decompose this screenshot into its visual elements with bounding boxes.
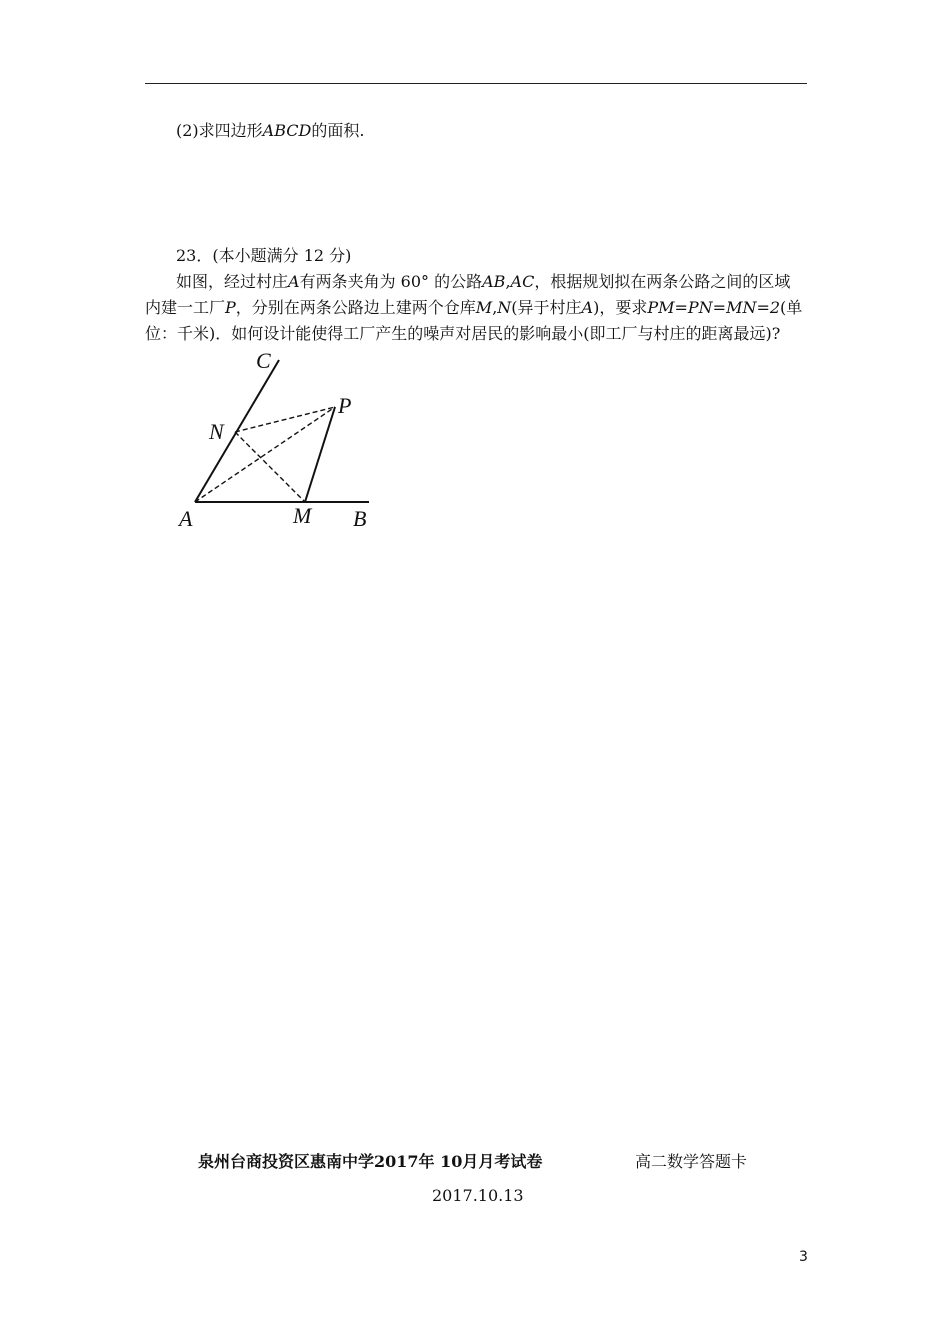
question-23-line-3: 位：千米)．如何设计能使得工厂产生的噪声对居民的影响最小(即工厂与村庄的距离最远)? xyxy=(145,324,781,343)
label-c: C xyxy=(256,348,271,373)
label-a: A xyxy=(179,506,193,531)
header-rule xyxy=(145,83,807,84)
question-23-line-2: 内建一工厂P，分别在两条公路边上建两个仓库M,N(异于村庄A)，要求PM=PN=MN=2(单 xyxy=(145,298,803,317)
question-22-part-2: (2)求四边形ABCD的面积. xyxy=(176,121,365,140)
label-b: B xyxy=(353,506,367,531)
segment-mp xyxy=(305,407,335,502)
footer-subtitle: 高二数学答题卡 xyxy=(635,1152,748,1171)
label-p: P xyxy=(338,393,352,418)
label-n: N xyxy=(209,419,224,444)
geometry-figure xyxy=(170,345,390,535)
question-23-header: 23．(本小题满分 12 分) xyxy=(176,246,352,265)
footer-date: 2017.10.13 xyxy=(432,1186,524,1205)
footer-title: 泉州台商投资区惠南中学2017年 10月月考试卷 xyxy=(198,1152,543,1171)
page-number: 3 xyxy=(799,1249,808,1265)
label-m: M xyxy=(293,503,312,528)
question-23-line-1: 如图，经过村庄A有两条夹角为 60° 的公路AB,AC，根据规划拟在两条公路之间的区域 xyxy=(176,272,791,291)
segment-nm xyxy=(235,432,305,502)
